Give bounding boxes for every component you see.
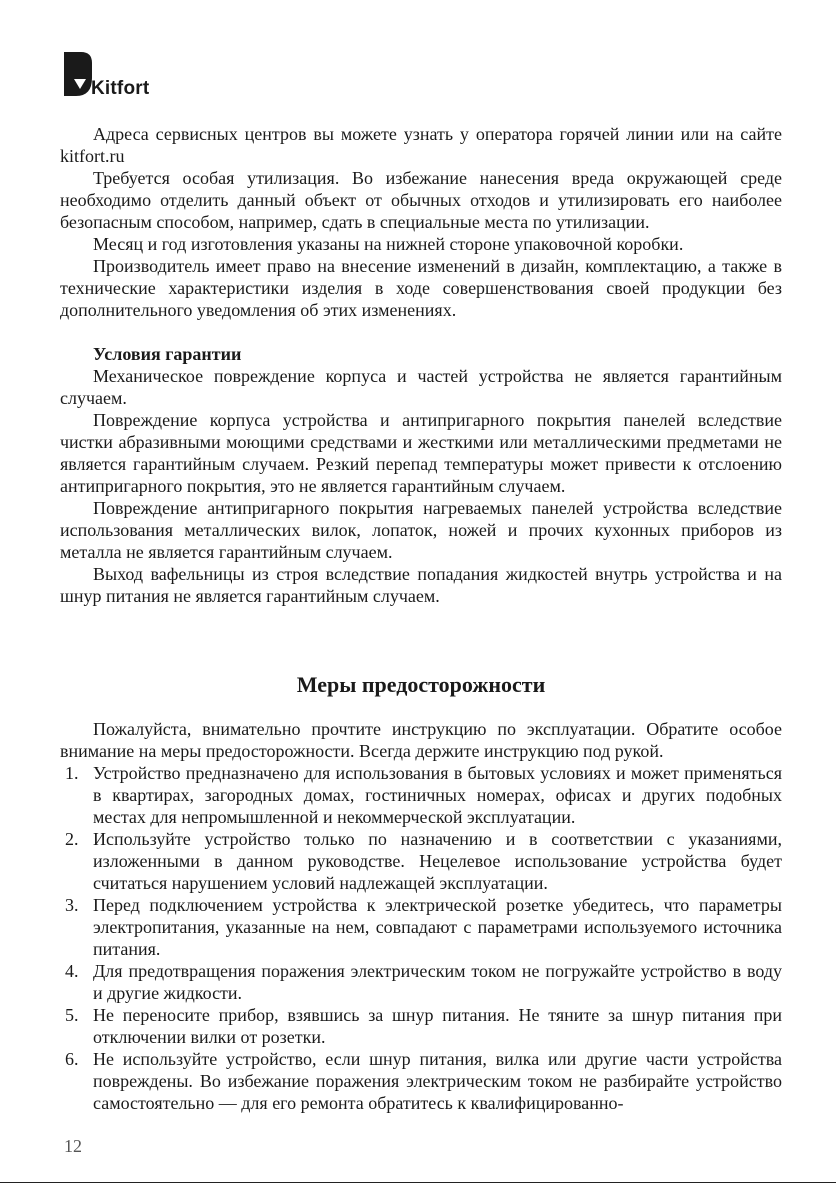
list-text: Перед подключением устройства к электрической розетке убедитесь, что параметры электропитания, указанные на нем, совпадают с параметрами используемого источника питания.: [93, 895, 782, 959]
precautions-intro: Пожалуйста, внимательно прочтите инструкцию по эксплуатации. Обратите особое внимание на меры предосторожности. Всегда держите инструкцию под рукой.: [60, 719, 782, 761]
list-number: 6.: [65, 1049, 79, 1069]
page-divider: [0, 1182, 836, 1183]
list-number: 1.: [65, 763, 79, 783]
paragraph: Производитель имеет право на внесение изменений в дизайн, комплектацию, а также в технические характеристики изделия в ходе совершенствования своей продукции без дополнительного уведомления об этих изменениях.: [60, 256, 782, 320]
list-number: 2.: [65, 829, 79, 849]
page-content: [60, 123, 782, 1114]
kitfort-logo-icon: [64, 52, 92, 96]
paragraph: Адреса сервисных центров вы можете узнать у оператора горячей линии или на сайте kitfort.ru: [60, 124, 782, 166]
paragraph: Повреждение корпуса устройства и антипригарного покрытия панелей вследствие чистки абразивными моющими средствами и жесткими или металлическими предметами не является гарантийным случаем. Резкий перепад температуры может привести к отслоению антипригарного покрытия, это не является гарантийным случаем.: [60, 410, 782, 496]
list-item: [60, 1004, 782, 1048]
paragraph: Требуется особая утилизация. Во избежание нанесения вреда окружающей среде необходимо отделить данный объект от обычных отходов и утилизировать его наиболее безопасным способом, например, сдать в специальные места по утилизации.: [60, 168, 782, 232]
paragraph: Месяц и год изготовления указаны на нижней стороне упаковочной коробки.: [93, 234, 684, 254]
page-number: 12: [64, 1136, 82, 1156]
paragraph: Выход вафельницы из строя вследствие попадания жидкостей внутрь устройства и на шнур питания не является гарантийным случаем.: [60, 564, 782, 606]
list-number: 3.: [65, 895, 79, 915]
list-item: [60, 960, 782, 1004]
paragraph: Повреждение антипригарного покрытия нагреваемых панелей устройства вследствие использования металлических вилок, лопаток, ножей и прочих кухонных приборов из металла не является гарантийным случаем.: [60, 498, 782, 562]
list-item: [60, 1048, 782, 1114]
list-item: [60, 762, 782, 828]
list-number: 4.: [65, 961, 79, 981]
paragraph: Механическое повреждение корпуса и частей устройства не является гарантийным случаем.: [60, 366, 782, 408]
precautions-list: [60, 762, 782, 1114]
list-number: 5.: [65, 1005, 79, 1025]
list-text: Не используйте устройство, если шнур питания, вилка или другие части устройства повреждены. Во избежание поражения электрическим током не разбирайте устройство самостоятельно — для его ремонта обратитесь к квалифицированно-: [93, 1049, 782, 1113]
list-text: Устройство предназначено для использования в бытовых условиях и может применяться в квартирах, загородных домах, гостиничных номерах, офисах и других подобных местах для непромышленной и некоммерческой эксплуатации.: [93, 763, 782, 827]
list-text: Не переносите прибор, взявшись за шнур питания. Не тяните за шнур питания при отключении вилки от розетки.: [93, 1005, 782, 1047]
brand-logo: [64, 52, 174, 102]
list-text: Используйте устройство только по назначению и в соответствии с указаниями, изложенными в данном руководстве. Нецелевое использование устройства будет считаться нарушением условий надлежащей эксплуатации.: [93, 829, 782, 893]
list-item: [60, 894, 782, 960]
list-item: [60, 828, 782, 894]
list-text: Для предотвращения поражения электрическим током не погружайте устройство в воду и другие жидкости.: [93, 961, 782, 1003]
warranty-heading: Условия гарантии: [93, 344, 242, 364]
service-info-section: [60, 123, 782, 321]
section-title: Меры предосторожности: [296, 672, 546, 697]
warranty-section: [60, 365, 782, 607]
brand-name: Kitfort: [91, 78, 150, 99]
